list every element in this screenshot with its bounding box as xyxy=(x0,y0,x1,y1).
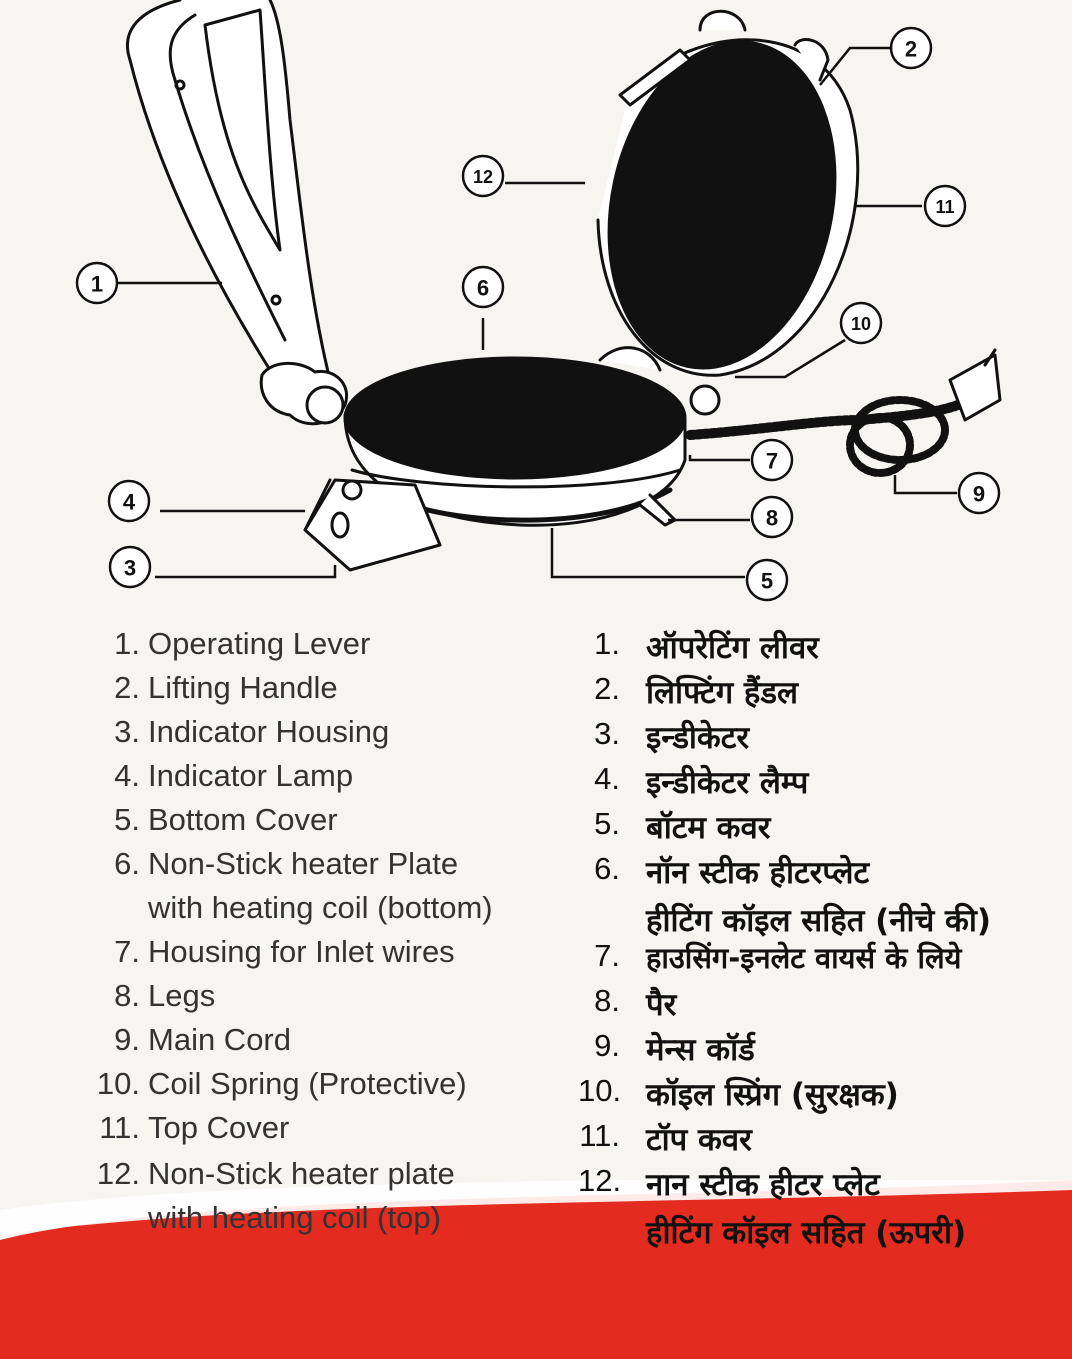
list-item: 1. Operating Lever xyxy=(114,626,371,661)
callout-number-4: 4 xyxy=(122,489,136,515)
callout-number-12: 12 xyxy=(472,167,494,187)
indicator-housing-drawing xyxy=(305,480,440,570)
list-item: 7. हाउसिंग-इनलेट वायर्स के लिये xyxy=(594,938,962,975)
list-item: 6. नॉन स्टीक हीटरप्लेट हीटिंग कॉइल सहित (नीचे की) xyxy=(594,851,992,939)
list-item: 1. ऑपरेटिंग लीवर xyxy=(594,626,819,666)
leader-line-7 xyxy=(690,455,750,460)
list-item: 5. Bottom Cover xyxy=(114,802,338,837)
english-parts-list xyxy=(78,626,548,1246)
leader-line-5 xyxy=(552,528,745,577)
callout-number-1: 1 xyxy=(90,271,104,297)
top-cover-drawing xyxy=(580,11,864,389)
list-item: 5. बॉटम कवर xyxy=(594,806,771,846)
leader-line-3 xyxy=(155,565,335,577)
operating-lever-drawing xyxy=(127,0,346,424)
callout-number-11: 11 xyxy=(935,197,955,217)
callout-number-2: 2 xyxy=(904,36,918,62)
list-item: 4. इन्डीकेटर लैम्प xyxy=(594,761,809,801)
list-item: 8. Legs xyxy=(114,978,216,1013)
roti-maker-diagram xyxy=(0,0,1072,610)
list-item: 10. Coil Spring (Protective) xyxy=(96,1066,467,1101)
callout-number-5: 5 xyxy=(760,568,774,594)
leader-line-9 xyxy=(895,475,957,493)
list-item: 4. Indicator Lamp xyxy=(114,758,354,793)
hindi-parts-list xyxy=(578,626,1058,1266)
list-item: 7. Housing for Inlet wires xyxy=(114,934,455,969)
list-item: 12. नान स्टीक हीटर प्लेट हीटिंग कॉइल सहित (ऊपरी) xyxy=(578,1163,967,1251)
list-item: 3. इन्डीकेटर xyxy=(594,716,750,756)
list-item: 3. Indicator Housing xyxy=(114,714,390,749)
list-item: 11. Top Cover xyxy=(99,1110,290,1145)
list-item: 2. Lifting Handle xyxy=(114,670,338,705)
callout-number-3: 3 xyxy=(123,555,137,581)
list-item: 10. कॉइल स्प्रिंग (सुरक्षक) xyxy=(578,1073,899,1113)
list-item: 12. Non-Stick heater plate with heating coil (top) xyxy=(96,1156,455,1235)
list-item: 11. टॉप कवर xyxy=(579,1118,752,1158)
list-item: 9. मेन्स कॉर्ड xyxy=(594,1028,755,1068)
list-item: 9. Main Cord xyxy=(114,1022,291,1057)
list-item: 8. पैर xyxy=(594,983,677,1023)
callout-number-8: 8 xyxy=(765,505,779,531)
callout-number-9: 9 xyxy=(972,481,986,507)
list-item: 2. लिफ्टिंग हैंडल xyxy=(594,671,798,711)
callout-number-10: 10 xyxy=(850,314,872,334)
list-item: 6. Non-Stick heater Plate with heating coil (bottom) xyxy=(114,846,493,925)
callout-number-7: 7 xyxy=(765,448,779,474)
callout-number-6: 6 xyxy=(476,275,490,301)
